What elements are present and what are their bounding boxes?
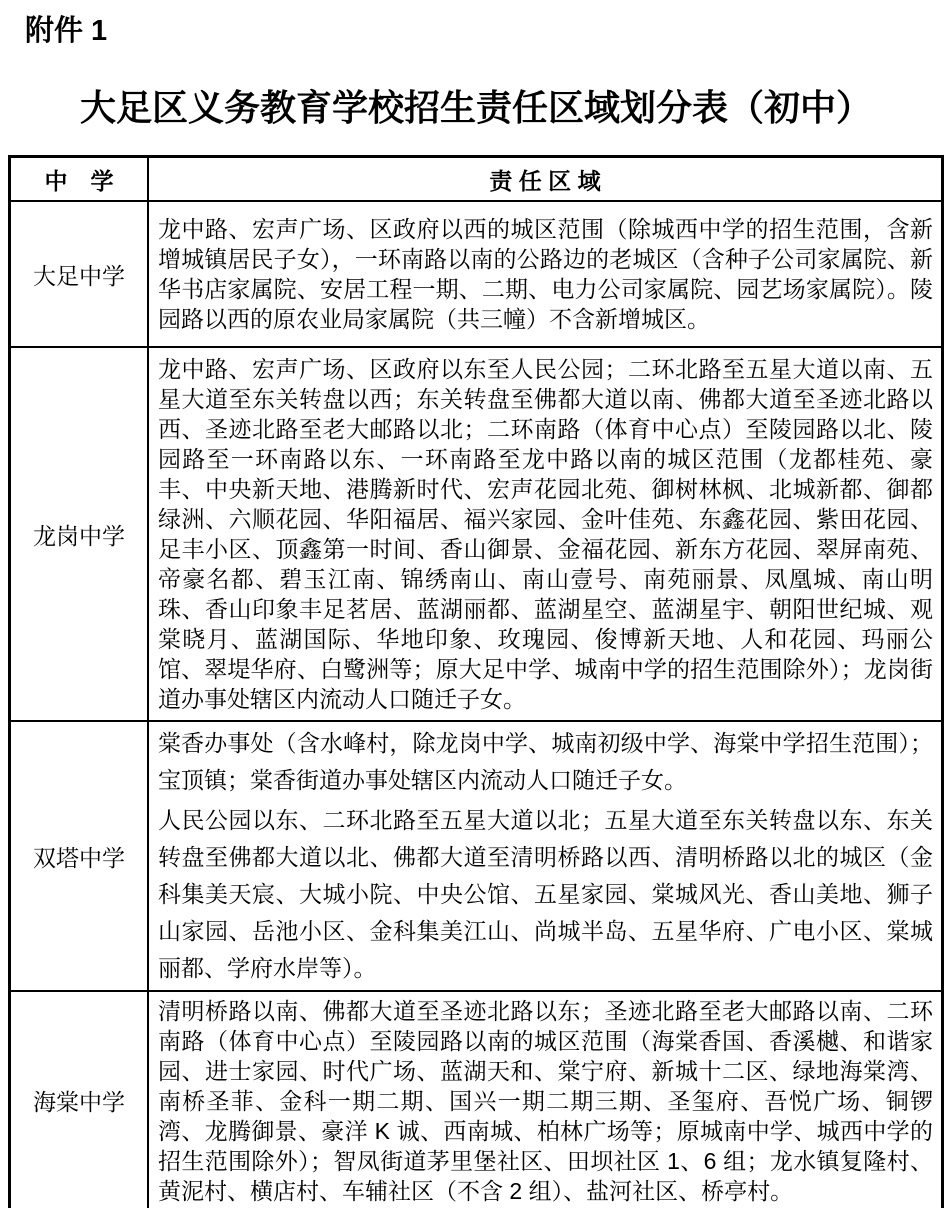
region-table [8, 155, 944, 1208]
region-paragraph: 龙中路、宏声广场、区政府以东至人民公园；二环北路至五星大道以南、五星大道至东关转盘以西；东关转盘至佛都大道以南、佛都大道至圣迹北路以西、圣迹北路至老大邮路以北；二环南路（体育中心点）至陵园路以北、陵园路至一环南路以东、一环南路至龙中路以南的城区范围（龙都桂苑、豪丰、中央新天地、港腾新时代、宏声花园北苑、御树林枫、北城新都、御都绿洲、六顺花园、华阳福居、福兴家园、金叶佳苑、东鑫花园、紫田花园、足丰小区、顶鑫第一时间、香山御景、金福花园、新东方花园、翠屏南苑、帝豪名都、碧玉江南、锦绣南山、南山壹号、南苑丽景、凤凰城、南山明珠、香山印象丰足茗居、蓝湖丽都、蓝湖星空、蓝湖星宇、朝阳世纪城、观棠晓月、蓝湖国际、华地印象、玫瑰园、俊博新天地、人和花园、玛丽公馆、翠堤华府、白鹭洲等；原大足中学、城南中学的招生范围除外）；龙岗街道办事处辖区内流动人口随迁子女。 [158, 356, 933, 712]
page-title: 大足区义务教育学校招生责任区域划分表（初中） [79, 87, 872, 128]
column-header-school: 中 学 [10, 157, 149, 202]
region-text-dazu [148, 201, 943, 347]
region-text-longgang [148, 347, 943, 721]
attachment-label: 附件 1 [25, 15, 108, 47]
region-table-wrapper [8, 155, 944, 1208]
school-name-shuangta: 双塔中学 [10, 721, 149, 991]
school-name-haitang: 海棠中学 [10, 991, 149, 1208]
table-row [10, 991, 943, 1208]
school-name-longgang: 龙岗中学 [10, 347, 149, 721]
table-row [10, 721, 943, 991]
region-paragraph: 清明桥路以南、佛都大道至圣迹北路以东；圣迹北路至老大邮路以南、二环南路（体育中心点）至陵园路以南的城区范围（海棠香国、香溪樾、和谐家园、进士家园、时代广场、蓝湖天和、棠宁府、新城十二区、绿地海棠湾、南桥圣菲、金科一期二期、国兴一期二期三期、圣玺府、吾悦广场、铜锣湾、龙腾御景、豪洋 K 诚、西南城、柏林广场等；原城南中学、城西中学的招生范围除外）；智凤街道茅里堡社区、田坝社区 1、6 组；龙水镇复隆村、黄泥村、横店村、车辅社区（不含 2 组）、盐河社区、桥亭村。 [158, 997, 933, 1204]
table-header-row [10, 157, 943, 202]
region-text-shuangta [148, 721, 943, 991]
region-paragraph: 人民公园以东、二环北路至五星大道以北；五星大道至东关转盘以东、东关转盘至佛都大道以北、佛都大道至清明桥路以西、清明桥路以北的城区（金科集美天宸、大城小院、中央公馆、五星家园、棠城风光、香山美地、狮子山家园、岳池小区、金科集美江山、尚城半岛、五星华府、广电小区、棠城丽都、学府水岸等）。 [158, 807, 933, 981]
region-paragraph: 龙中路、宏声广场、区政府以西的城区范围（除城西中学的招生范围，含新增城镇居民子女），一环南路以南的公路边的老城区（含种子公司家属院、新华书店家属院、安居工程一期、二期、电力公司家属院、园艺场家属院）。陵园路以西的原农业局家属院（共三幢）不含新增城区。 [158, 216, 933, 332]
region-text-haitang [148, 991, 943, 1208]
column-header-region: 责 任 区 域 [148, 157, 943, 202]
table-row [10, 347, 943, 721]
school-name-dazu: 大足中学 [10, 201, 149, 347]
table-row [10, 201, 943, 347]
region-paragraph: 棠香办事处（含水峰村，除龙岗中学、城南初级中学、海棠中学招生范围）；宝顶镇；棠香街道办事处辖区内流动人口随迁子女。 [158, 730, 933, 793]
